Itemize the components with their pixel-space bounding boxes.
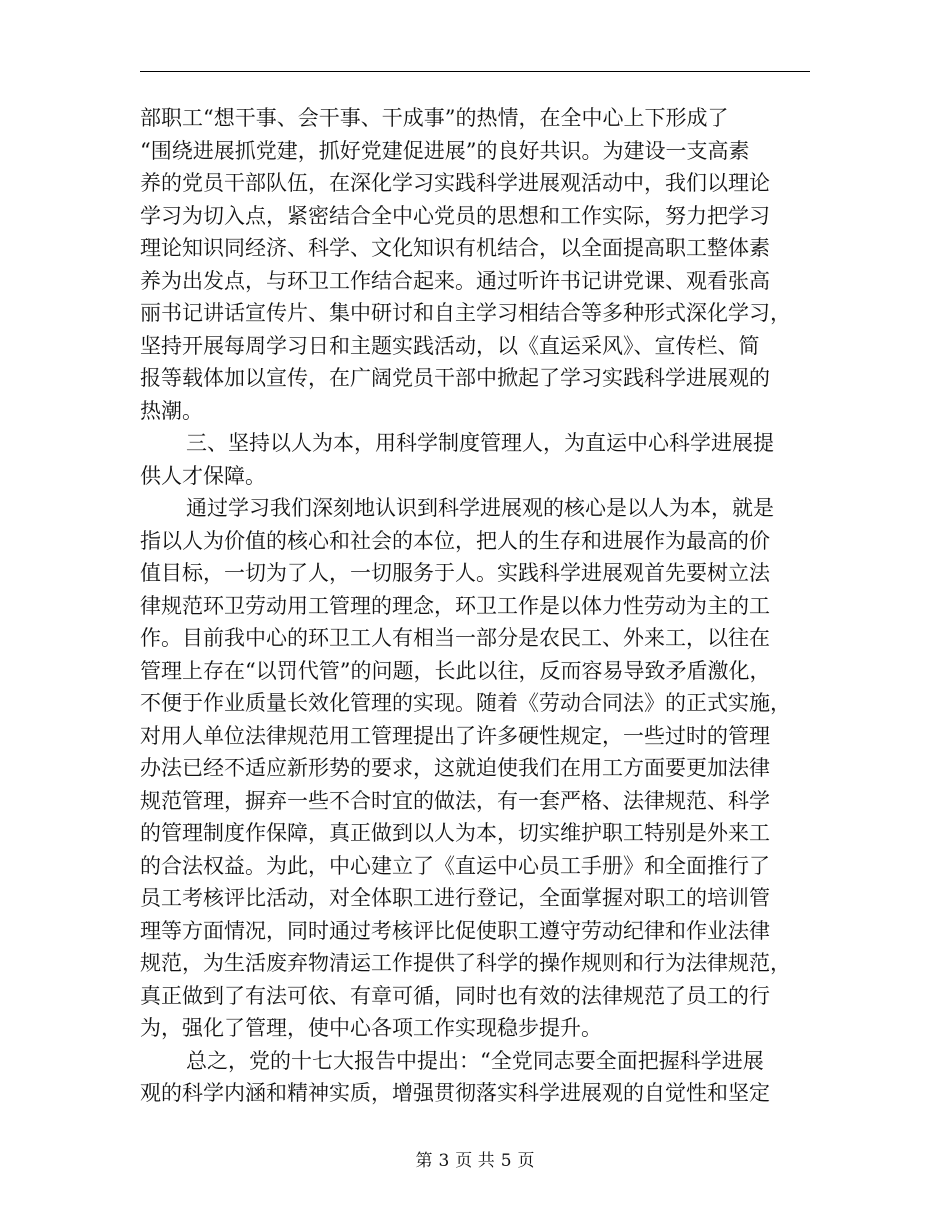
text-line: 办法已经不适应新形势的要求，这就迫使我们在用工方面要更加法律 [140, 756, 770, 780]
text-line: 员工考核评比活动，对全体职工进行登记，全面掌握对职工的培训管 [140, 886, 770, 910]
text-line: 对用人单位法律规范用工管理提出了许多硬性规定，一些过时的管理 [140, 723, 770, 748]
text-line: 律规范环卫劳动用工管理的理念，环卫工作是以体力性劳动为主的工 [140, 593, 770, 618]
page-footer [0, 1146, 950, 1171]
text-line: 养为出发点，与环卫工作结合起来。通过听许书记讲党课、观看张高 [140, 268, 770, 293]
footer-label-pages: 页 [517, 1151, 535, 1171]
text-line: 报等载体加以宣传，在广阔党员干部中掀起了学习实践科学进展观的 [140, 366, 770, 390]
text-line: 理论知识同经济、科学、文化知识有机结合，以全面提高职工整体素 [140, 236, 770, 260]
text-line: 真正做到了有法可依、有章可循，同时也有效的法律规范了员工的行 [140, 983, 770, 1008]
body-text [140, 102, 796, 1110]
text-line: 热潮。 [140, 398, 203, 423]
text-line: 丽书记讲话宣传片、集中研讨和自主学习相结合等多种形式深化学习， [140, 301, 791, 325]
text-line: 为，强化了管理，使中心各项工作实现稳步提升。 [140, 1016, 602, 1040]
footer-total-pages: 5 [500, 1151, 512, 1171]
footer-label-page: 第 [415, 1151, 433, 1171]
header-rule [140, 71, 810, 72]
text-line: 三、坚持以人为本，用科学制度管理人，为直运中心科学进展提 [186, 431, 774, 455]
text-line: 部职工“想干事、会干事、干成事”的热情，在全中心上下形成了 [140, 106, 729, 130]
text-line: 总之，党的十七大报告中提出：“全党同志要全面把握科学进展 [186, 1048, 764, 1073]
text-line: 的管理制度作保障，真正做到以人为本，切实维护职工特别是外来工 [140, 821, 770, 845]
text-line: 值目标，一切为了人，一切服务于人。实践科学进展观首先要树立法 [140, 561, 770, 585]
text-line: 指以人为价值的核心和社会的本位，把人的生存和进展作为最高的价 [140, 528, 770, 553]
text-line: 规范，为生活废弃物清运工作提供了科学的操作规则和行为法律规范， [140, 951, 791, 975]
text-line: 作。目前我中心的环卫工人有相当一部分是农民工、外来工，以往在 [140, 626, 770, 650]
text-line: 学习为切入点，紧密结合全中心党员的思想和工作实际，努力把学习 [140, 203, 770, 228]
footer-current-page: 3 [438, 1151, 450, 1171]
text-line: 通过学习我们深刻地认识到科学进展观的核心是以人为本，就是 [186, 496, 774, 520]
footer-label-of: 页 共 [455, 1151, 495, 1171]
text-line: 不便于作业质量长效化管理的实现。随着《劳动合同法》的正式实施， [140, 691, 791, 715]
text-line: 坚持开展每周学习日和主题实践活动，以《直运采风》、宣传栏、简 [140, 333, 760, 358]
text-line: 养的党员干部队伍，在深化学习实践科学进展观活动中，我们以理论 [140, 171, 770, 195]
text-line: 观的科学内涵和精神实质，增强贯彻落实科学进展观的自觉性和坚定 [140, 1081, 770, 1105]
text-line: 供人才保障。 [140, 463, 266, 488]
text-line: 理等方面情况，同时通过考核评比促使职工遵守劳动纪律和作业法律 [140, 918, 770, 943]
text-line: 规范管理，摒弃一些不合时宜的做法，有一套严格、法律规范、科学 [140, 788, 770, 813]
text-line: “围绕进展抓党建，抓好党建促进展”的良好共识。为建设一支高素 [140, 138, 750, 163]
text-line: 的合法权益。为此，中心建立了《直运中心员工手册》和全面推行了 [140, 853, 770, 878]
text-line: 管理上存在“以罚代管”的问题，长此以往，反而容易导致矛盾激化， [140, 658, 771, 683]
